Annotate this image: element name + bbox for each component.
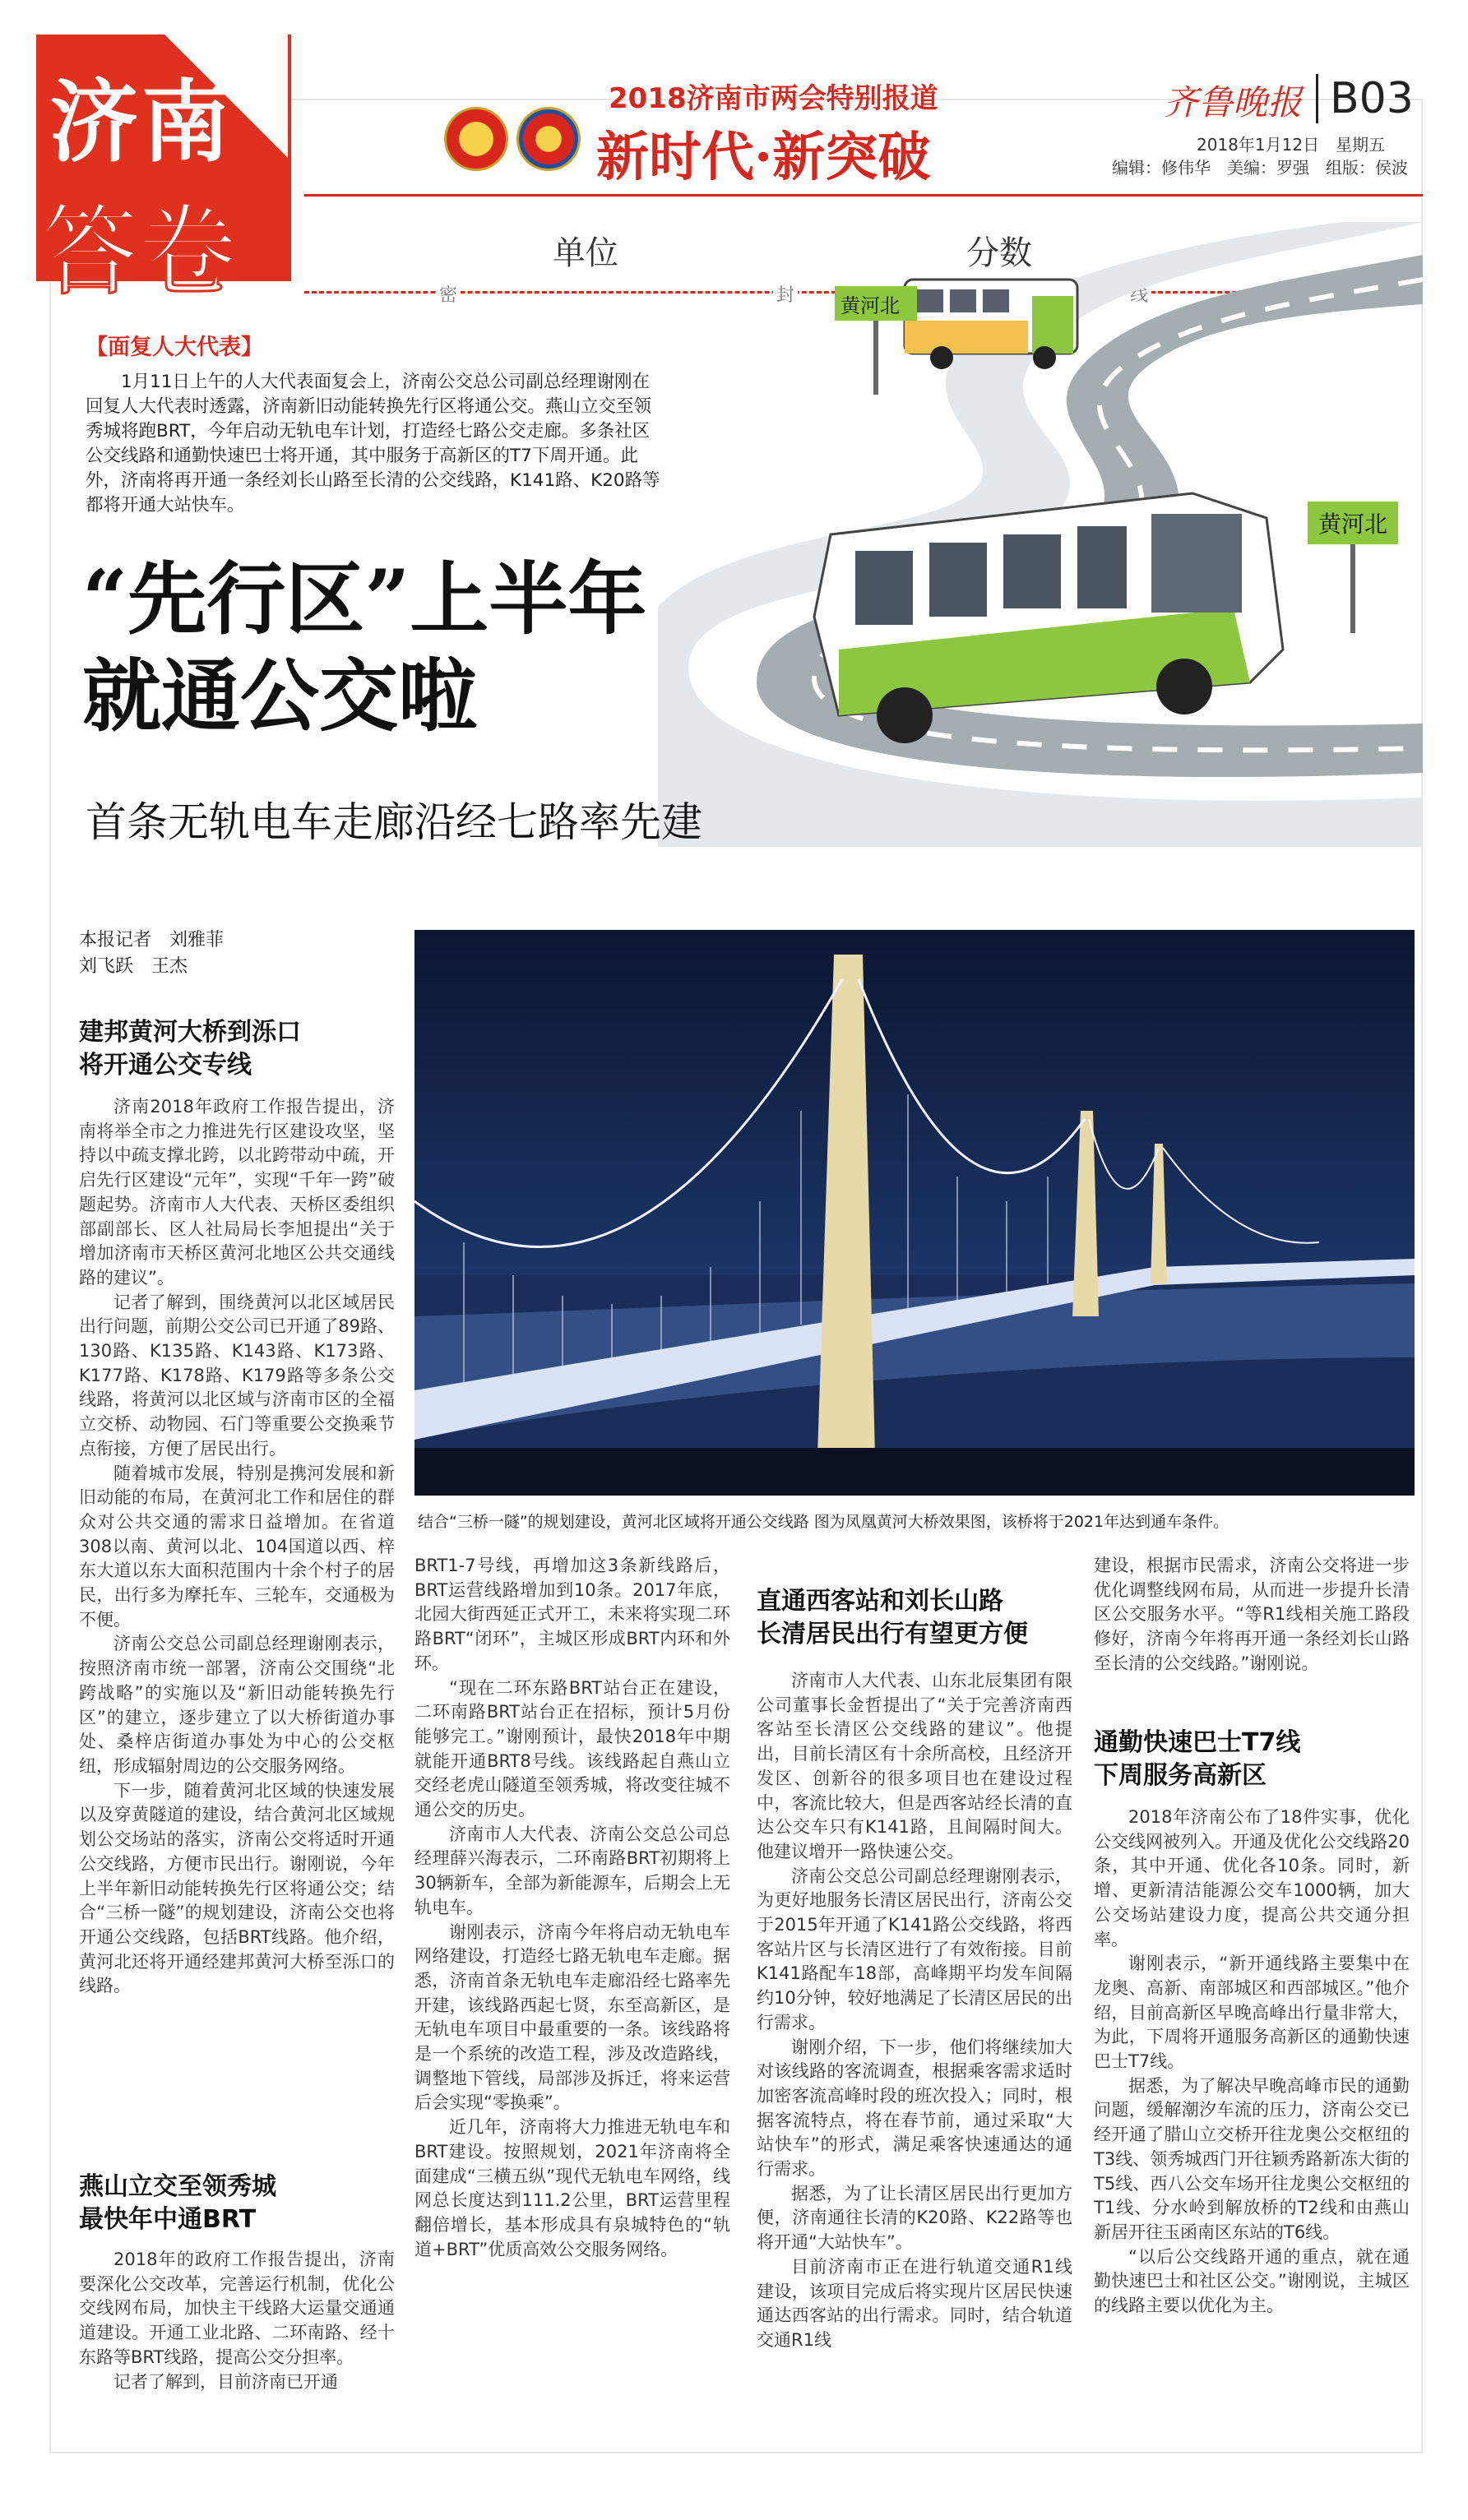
- paragraph: 2018年的政府工作报告提出，济南要深化公交改革，完善运行机制，优化公交线网布局，加快主干线路大运量交通通道建设。开通工业北路、二环南路、经十东路等BRT线路，提高公交分担率。: [79, 2250, 395, 2367]
- photo-caption: 结合“三桥一隧”的规划建设，黄河北区域将开通公交线路 图为凤凰黄河大桥效果图，该桥将于2021年达到通车条件。: [418, 1513, 1230, 1531]
- headline-line-1: “先行区”上半年: [82, 553, 647, 645]
- issue-date: 2018年1月12日 星期五: [1197, 135, 1386, 155]
- paragraph: 谢刚介绍，下一步，他们将继续加大对该线路的客流调查，根据乘客需求适时加密客流高峰时段的班次投入；同时，根据客流特点，将在春节前，通过采取“大站快车”的形式，满足乘客快速通达的通行需求。: [757, 2037, 1072, 2180]
- page-number: B03: [1316, 74, 1414, 123]
- section-title-3: 直通西客站和刘长山路 长清居民出行有望更方便: [757, 1587, 1028, 1648]
- paragraph: 济南2018年政府工作报告提出，济南将举全市之力推进先行区建设攻坚，坚持以中疏支撑北跨，以北跨带动中疏，开启先行区建设“元年”，实现“千年一跨”破题起势。济南市人大代表、天桥区委组织部副部长、区人社局局长李旭提出“关于增加济南市天桥区黄河北地区公共交通线路的建议”。: [79, 1097, 395, 1288]
- paragraph: 济南公交总公司副总经理谢刚表示，为更好地服务长清区居民出行，济南公交于2015年开通了K141路公交线路，将西客站片区与长清区进行了有效衔接。目前K141路配车18部，高峰期平均发车间隔约10分钟，较好地满足了长清区居民的出行需求。: [757, 1866, 1072, 2032]
- national-emblem-icon: [444, 107, 508, 171]
- section-title-2: 燕山立交至领秀城 最快年中通BRT: [79, 2172, 276, 2234]
- editors-line: 编辑：修伟华 美编：罗强 组版：侯波: [1112, 158, 1408, 178]
- section-title-1: 建邦黄河大桥到泺口 将开通公交专线: [79, 1018, 301, 1080]
- paragraph: 目前济南市正在进行轨道交通R1线建设，该项目完成后将实现片区居民快速通达西客站的出行需求。同时，结合轨道交通R1线: [757, 2256, 1072, 2350]
- headline: [82, 551, 646, 745]
- field-score: 分数: [966, 234, 1032, 272]
- paragraph: 记者了解到，目前济南已开通: [113, 2371, 338, 2392]
- column-3: [757, 1669, 1072, 2353]
- paragraph: 济南市人大代表、山东北辰集团有限公司董事长金哲提出了“关于完善济南西客站至长清区公交线路的建议”。他提出，目前长清区有十余所高校，且经济开发区、创新谷的很多项目也在建设过程中，客流比较大，但是西客站经长清的直达公交车只有K141路，且间隔时间大。他建议增开一路快速公交。: [757, 1671, 1072, 1861]
- seal-char-feng: 封: [773, 281, 798, 307]
- paragraph: 谢刚表示，“新开通线路主要集中在龙奥、高新、南部城区和西部城区。”他介绍，目前高新区早晚高峰出行量非常大，为此，下周将开通服务高新区的通勤快速巴士T7线。: [1094, 1954, 1410, 2072]
- header-rule: [304, 194, 1423, 197]
- special-report-title: 新时代·新突破: [596, 127, 931, 188]
- paragraph: 济南公交总公司副总经理谢刚表示，按照济南市统一部署，济南公交围绕“北跨战略”的实施以及“新旧动能转换先行区”的建立，逐步建立了以大桥街道办事处、桑梓店街道办事处为中心的公交枢纽，形成辐射周边的公交服务网络。: [79, 1634, 395, 1776]
- paragraph: 2018年济南公布了18件实事，优化公交线网被列入。开通及优化公交线路20条，其中开通、优化各10条。同时，新增、更新清洁能源公交车1000辆，加大公交场站建设力度，提高公共交通分担率。: [1094, 1807, 1410, 1949]
- paragraph: BRT1-7号线，再增加这3条新线路后，BRT运营线路增加到10条。2017年底，北园大街西延正式开工，未来将实现二环路BRT“闭环”，主城区形成BRT内环和外环。: [414, 1556, 730, 1673]
- intro-paragraph: 1月11日上午的人大代表面复会上，济南公交总公司副总经理谢刚在回复人大代表时透露，济南新旧动能转换先行区将通公交。燕山立交至领秀城将跑BRT，今年启动无轨电车计划，打造经七路公交走廊。多条社区公交线路和通勤快速巴士将开通，其中服务于高新区的T7下周开通。此外，济南将再开通一条经刘长山路至长清的公交线路，K141路、K20路等都将开通大站快车。: [86, 372, 660, 516]
- special-report-subtitle: 2018济南市两会特别报道: [609, 82, 938, 115]
- sign-label-1: 黄河北: [841, 294, 900, 317]
- paragraph: 谢刚表示，济南今年将启动无轨电车网络建设，打造经七路无轨电车走廊。据悉，济南首条无轨电车走廊沿经七路率先开建，该线路西起七贤，东至高新区，是无轨电车项目中最重要的一条。该线路将是一个系统的改造工程，涉及改造路线，调整地下管线，局部涉及拆迁，将来运营后会实现“零换乘”。: [414, 1921, 730, 2113]
- paragraph: 济南市人大代表、济南公交总公司总经理薛兴海表示，二环南路BRT初期将上30辆新车，全部为新能源车，后期会上无轨电车。: [414, 1824, 730, 1917]
- cppcc-emblem-icon: [516, 107, 581, 171]
- column-2: [414, 1554, 730, 2262]
- seal-char-mi: 密: [436, 281, 461, 307]
- bridge-night-photo: [414, 930, 1415, 1496]
- paragraph: 随着城市发展，特别是携河发展和新旧动能的布局，在黄河北工作和居住的群众对公共交通的需求日益增加。在省道308以南、黄河以北、104国道以西、梓东大道以东大面积范围内十余个村子的居民，出行多为摩托车、三轮车，交通极为不便。: [79, 1463, 395, 1630]
- field-unit: 单位: [553, 234, 618, 272]
- paragraph: 建设，根据市民需求，济南公交将进一步优化调整线网布局，从而进一步提升长清区公交服务水平。“等R1线相关施工路段修好，济南今年将再开通一条经刘长山路至长清的公交线路。”谢刚说。: [1094, 1556, 1410, 1673]
- sign-label-2: 黄河北: [1318, 511, 1388, 538]
- subheadline: 首条无轨电车走廊沿经七路率先建: [86, 798, 702, 846]
- big-bus-icon: [814, 493, 1283, 743]
- section-title-4: 通勤快速巴士T7线 下周服务高新区: [1094, 1728, 1301, 1790]
- paragraph: 下一步，随着黄河北区域的快速发展以及穿黄隧道的建设，结合黄河北区域规划公交场站的落实，济南公交将适时开通公交线路，方便市民出行。谢刚说，今年上半年新旧动能转换先行区将通公交；结合“三桥一隧”的规划建设，济南公交也将开通公交线路，包括BRT线路。他介绍，黄河北还将开通经建邦黄河大桥至泺口的线路。: [79, 1780, 395, 1996]
- paragraph: 据悉，为了解决早晚高峰市民的通勤问题，缓解潮汐车流的压力，济南公交已经开通了腊山立交桥开往龙奥公交枢纽的T3线、领秀城西门开往颖秀路新冻大街的T5线、西八公交车场开往龙奥公交枢纽的T1线、分水岭到解放桥的T2线和由燕山新居开往玉函南区东站的T6线。: [1094, 2075, 1410, 2242]
- paragraph: 记者了解到，围绕黄河以北区域居民出行问题，前期公交公司已开通了89路、130路、K135路、K143路、K173路、K177路、K178路、K179路等多条公交线路，将黄河以北区域与济南市区的全福立交桥、动物园、石门等重要公交换乘节点衔接，方便了居民出行。: [79, 1292, 395, 1459]
- paragraph: 据悉，为了让长清区居民出行更加方便，济南通往长清的K20路、K22路等也将开通“大站快车”。: [757, 2183, 1072, 2253]
- corner-title-jinan: 济南: [49, 71, 234, 174]
- corner-title-answer: 答卷: [39, 195, 237, 309]
- intro-tag: 【面复人大代表】: [86, 335, 263, 360]
- paragraph: “以后公交线路开通的重点，就在通勤快速巴士和社区公交。”谢刚说，主城区的线路主要以优化为主。: [1094, 2246, 1410, 2316]
- seal-char-xian: 线: [1127, 281, 1151, 307]
- paragraph: “现在二环东路BRT站台正在建设，二环南路BRT站台正在招标，预计5月份能够完工。”谢刚预计，最快2018年中期就能开通BRT8号线。该线路起自燕山立交经老虎山隧道至领秀城，将改变往城不通公交的历史。: [414, 1677, 730, 1820]
- headline-line-2: 就通公交啦: [82, 650, 477, 742]
- column-4-top: [1094, 1554, 1410, 1676]
- newspaper-logo: 齐鲁晚报: [1164, 82, 1303, 123]
- column-1-bottom: [79, 2248, 395, 2394]
- bus-road-illustration: [658, 222, 1423, 847]
- column-1: [79, 1095, 395, 1999]
- byline: 本报记者 刘雅菲 刘飞跃 王杰: [79, 930, 225, 977]
- paragraph: 近几年，济南将大力推进无轨电车和BRT建设。按照规划，2021年济南将全面建成“三横五纵”现代无轨电车网络，线网总长度达到111.2公里，BRT运营里程翻倍增长，基本形成具有泉城特色的“轨道+BRT”优质高效公交服务网络。: [414, 2117, 730, 2259]
- column-4: [1094, 1806, 1410, 2319]
